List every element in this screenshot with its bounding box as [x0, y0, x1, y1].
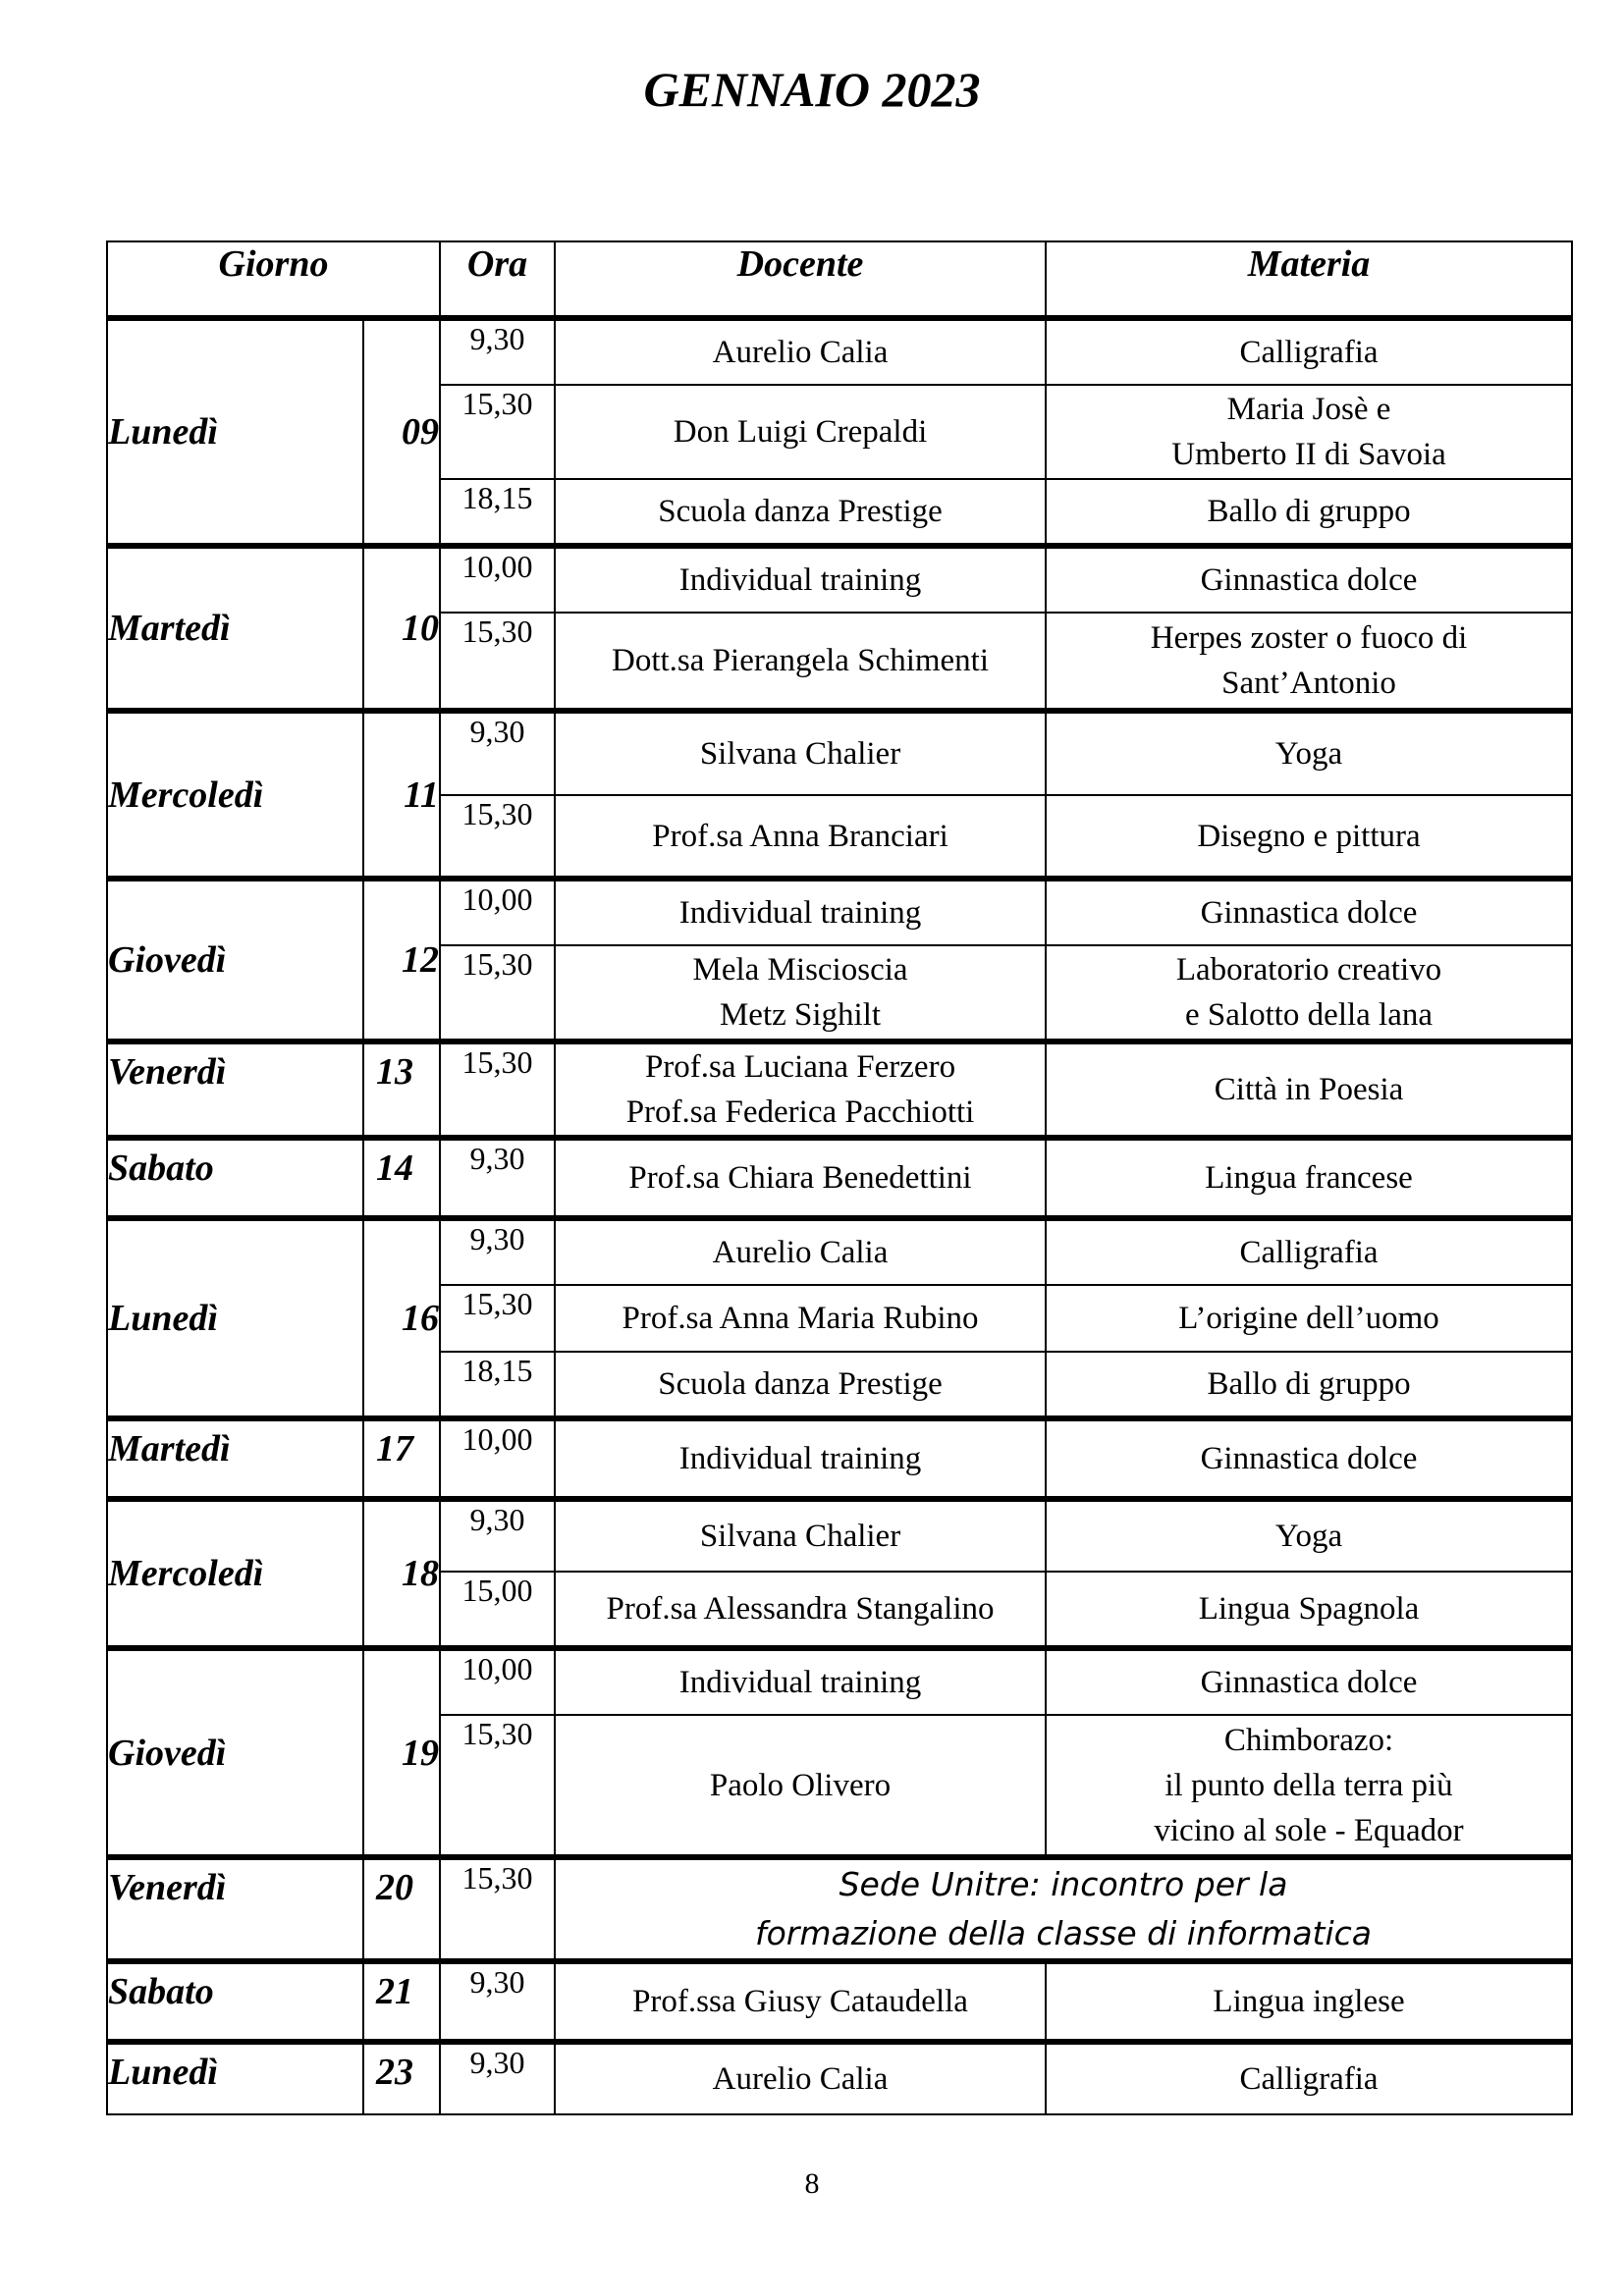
text-line: Laboratorio creativo: [1175, 952, 1442, 988]
schedule-table: [106, 240, 1573, 2115]
text-line: Ballo di gruppo: [1207, 1366, 1411, 1402]
materia-cell: [1046, 1041, 1572, 1138]
text-line: Ginnastica dolce: [1200, 1665, 1418, 1700]
day-number: 17: [363, 1418, 440, 1499]
header-row: [107, 241, 1572, 318]
table-row: [107, 1961, 1572, 2042]
text-line: Scuola danza Prestige: [658, 494, 943, 529]
text-line: Ballo di gruppo: [1207, 494, 1411, 529]
text-line: Individual training: [678, 1665, 922, 1700]
day-name: Venerdì: [107, 1041, 363, 1138]
text-line: Ginnastica dolce: [1200, 895, 1418, 931]
docente-cell: [555, 1648, 1046, 1715]
ora-cell: 9,30: [440, 1138, 555, 1218]
ora-cell: 10,00: [440, 1648, 555, 1715]
docente-cell: [555, 945, 1046, 1041]
text-line: Calligrafia: [1239, 1235, 1379, 1270]
text-line: Lingua francese: [1205, 1160, 1413, 1196]
day-number: 18: [363, 1499, 440, 1648]
materia-cell: [1046, 1285, 1572, 1352]
text-line: Ginnastica dolce: [1200, 1441, 1418, 1476]
day-number: 13: [363, 1041, 440, 1138]
ora-cell: 9,30: [440, 1218, 555, 1285]
table-row: [107, 1418, 1572, 1499]
text-line: Individual training: [678, 1441, 922, 1476]
special-event-cell: [555, 1857, 1572, 1961]
header-materia: Materia: [1046, 241, 1572, 318]
ora-cell: 9,30: [440, 1961, 555, 2042]
docente-cell: [555, 385, 1046, 479]
ora-cell: 9,30: [440, 711, 555, 795]
ora-cell: 15,30: [440, 385, 555, 479]
day-number: 20: [363, 1857, 440, 1961]
ora-cell: 18,15: [440, 1352, 555, 1418]
docente-cell: [555, 1418, 1046, 1499]
materia-cell: [1046, 1572, 1572, 1648]
materia-cell: [1046, 1715, 1572, 1857]
materia-cell: [1046, 1648, 1572, 1715]
materia-cell: [1046, 318, 1572, 385]
docente-cell: [555, 1138, 1046, 1218]
header-ora: Ora: [440, 241, 555, 318]
docente-cell: [555, 613, 1046, 711]
docente-cell: [555, 2042, 1046, 2114]
ora-cell: 9,30: [440, 318, 555, 385]
text-line: Sant’Antonio: [1221, 666, 1396, 701]
ora-cell: 15,00: [440, 1572, 555, 1648]
text-line: Yoga: [1274, 1519, 1343, 1554]
ora-cell: 10,00: [440, 546, 555, 613]
day-name: Sabato: [107, 1961, 363, 2042]
materia-cell: [1046, 385, 1572, 479]
materia-cell: [1046, 546, 1572, 613]
text-line: Calligrafia: [1239, 335, 1379, 370]
materia-cell: [1046, 479, 1572, 546]
text-line: Silvana Chalier: [699, 1519, 901, 1554]
text-line: Prof.sa Federica Pacchiotti: [625, 1095, 975, 1130]
ora-cell: 10,00: [440, 879, 555, 945]
docente-cell: [555, 1285, 1046, 1352]
ora-cell: 15,30: [440, 1285, 555, 1352]
day-number: 11: [363, 711, 440, 879]
day-name: Venerdì: [107, 1857, 363, 1961]
text-line: Paolo Olivero: [709, 1767, 892, 1803]
docente-cell: [555, 479, 1046, 546]
text-line: Silvana Chalier: [699, 736, 901, 772]
docente-cell: [555, 795, 1046, 879]
text-line: Prof.sa Anna Branciari: [652, 818, 948, 854]
materia-cell: [1046, 2042, 1572, 2114]
day-number: 21: [363, 1961, 440, 2042]
table-row: [107, 711, 1572, 795]
day-name: Martedì: [107, 546, 363, 711]
text-line: Prof.sa Anna Maria Rubino: [622, 1301, 979, 1336]
docente-cell: [555, 1352, 1046, 1418]
day-name: Martedì: [107, 1418, 363, 1499]
text-line: Individual training: [678, 895, 922, 931]
day-number: 19: [363, 1648, 440, 1857]
table-row: [107, 1218, 1572, 1285]
text-line: Maria Josè e: [1226, 392, 1391, 427]
text-line: Calligrafia: [1239, 2061, 1379, 2097]
day-number: 12: [363, 879, 440, 1041]
page-number: 8: [804, 2167, 820, 2200]
table-row: [107, 546, 1572, 613]
ora-cell: 15,30: [440, 1857, 555, 1961]
page-title: GENNAIO 2023: [643, 62, 981, 117]
ora-cell: 15,30: [440, 795, 555, 879]
text-line: Herpes zoster o fuoco di: [1150, 620, 1468, 656]
day-name: Lunedì: [107, 1218, 363, 1418]
docente-cell: [555, 879, 1046, 945]
docente-cell: [555, 1715, 1046, 1857]
docente-cell: [555, 1572, 1046, 1648]
docente-cell: [555, 1041, 1046, 1138]
header-docente: Docente: [555, 241, 1046, 318]
ora-cell: 18,15: [440, 479, 555, 546]
day-number: 14: [363, 1138, 440, 1218]
text-line: Sede Unitre: incontro per la: [839, 1865, 1288, 1903]
materia-cell: [1046, 1218, 1572, 1285]
text-line: Prof.ssa Giusy Cataudella: [632, 1984, 968, 2019]
text-line: Prof.sa Alessandra Stangalino: [606, 1591, 995, 1627]
text-line: il punto della terra più: [1164, 1767, 1453, 1803]
table-row: [107, 879, 1572, 945]
table-row: [107, 1041, 1572, 1138]
text-line: Città in Poesia: [1214, 1072, 1404, 1107]
ora-cell: 15,30: [440, 945, 555, 1041]
docente-cell: [555, 1499, 1046, 1572]
materia-cell: [1046, 1418, 1572, 1499]
text-line: Dott.sa Pierangela Schimenti: [612, 643, 990, 678]
ora-cell: 9,30: [440, 1499, 555, 1572]
table-row: [107, 1648, 1572, 1715]
text-line: e Salotto della lana: [1185, 997, 1434, 1033]
materia-cell: [1046, 1499, 1572, 1572]
ora-cell: 15,30: [440, 613, 555, 711]
table-row: [107, 1499, 1572, 1572]
day-number: 16: [363, 1218, 440, 1418]
text-line: Chimborazo:: [1223, 1722, 1394, 1758]
text-line: Umberto II di Savoia: [1171, 437, 1446, 472]
day-name: Sabato: [107, 1138, 363, 1218]
text-line: Mela Miscioscia: [692, 952, 908, 988]
day-number: 10: [363, 546, 440, 711]
text-line: Yoga: [1274, 736, 1343, 772]
text-line: Ginnastica dolce: [1200, 562, 1418, 598]
day-name: Giovedì: [107, 879, 363, 1041]
text-line: Prof.sa Chiara Benedettini: [628, 1160, 972, 1196]
materia-cell: [1046, 711, 1572, 795]
materia-cell: [1046, 879, 1572, 945]
header-giorno: Giorno: [107, 241, 440, 318]
materia-cell: [1046, 1138, 1572, 1218]
day-name: Mercoledì: [107, 1499, 363, 1648]
day-name: Giovedì: [107, 1648, 363, 1857]
materia-cell: [1046, 945, 1572, 1041]
ora-cell: 9,30: [440, 2042, 555, 2114]
text-line: Aurelio Calia: [712, 2061, 889, 2097]
docente-cell: [555, 711, 1046, 795]
docente-cell: [555, 318, 1046, 385]
day-number: 09: [363, 318, 440, 546]
table-row: [107, 1857, 1572, 1961]
text-line: Lingua Spagnola: [1198, 1591, 1420, 1627]
materia-cell: [1046, 795, 1572, 879]
text-line: vicino al sole - Equador: [1154, 1812, 1464, 1848]
schedule-body: [107, 318, 1572, 2114]
docente-cell: [555, 1961, 1046, 2042]
text-line: Metz Sighilt: [719, 997, 882, 1033]
text-line: formazione della classe di informatica: [754, 1914, 1373, 1952]
text-line: Aurelio Calia: [712, 1235, 889, 1270]
text-line: Disegno e pittura: [1197, 818, 1421, 854]
text-line: Individual training: [678, 562, 922, 598]
materia-cell: [1046, 1961, 1572, 2042]
materia-cell: [1046, 1352, 1572, 1418]
table-row: [107, 1138, 1572, 1218]
table-row: [107, 318, 1572, 385]
text-line: Don Luigi Crepaldi: [673, 414, 928, 450]
day-name: Lunedì: [107, 2042, 363, 2114]
ora-cell: 15,30: [440, 1041, 555, 1138]
day-number: 23: [363, 2042, 440, 2114]
table-row: [107, 2042, 1572, 2114]
text-line: Prof.sa Luciana Ferzero: [644, 1049, 956, 1085]
text-line: L’origine dell’uomo: [1178, 1301, 1439, 1336]
materia-cell: [1046, 613, 1572, 711]
text-line: Aurelio Calia: [712, 335, 889, 370]
day-name: Mercoledì: [107, 711, 363, 879]
docente-cell: [555, 546, 1046, 613]
day-name: Lunedì: [107, 318, 363, 546]
ora-cell: 10,00: [440, 1418, 555, 1499]
text-line: Scuola danza Prestige: [658, 1366, 943, 1402]
docente-cell: [555, 1218, 1046, 1285]
text-line: Lingua inglese: [1213, 1984, 1405, 2019]
ora-cell: 15,30: [440, 1715, 555, 1857]
